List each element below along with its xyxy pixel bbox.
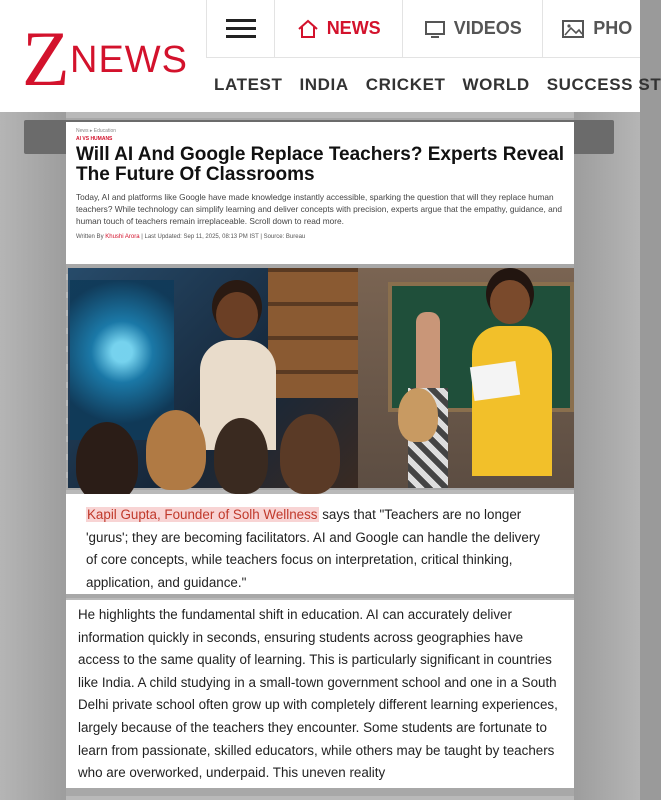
hero-image [68,268,574,488]
category-india[interactable]: INDIA [299,75,349,94]
paper-sheet [470,361,520,401]
category-world[interactable]: WORLD [462,75,530,94]
site-header [0,0,661,112]
hero-image-right [358,268,574,488]
nav-news[interactable] [274,0,402,58]
top-nav [206,0,640,58]
category-cricket[interactable]: CRICKET [365,75,446,94]
byline [76,234,564,240]
category-latest[interactable]: LATEST [214,75,283,94]
nav-videos[interactable] [402,0,542,58]
tv-icon [424,19,446,39]
logo-letter: Z [22,15,70,102]
nav-videos-label: VIDEOS [453,18,522,38]
bookshelf [268,268,358,398]
last-updated: | Last Updated: Sep 11, 2025, 08:13 PM IST | Source: Bureau [141,234,306,240]
breadcrumb[interactable]: News ▸ Education [76,128,117,134]
nav-photos-label: PHO [593,18,633,38]
hamburger-icon [226,19,256,39]
quote-attribution: Kapil Gupta, Founder of Solh Wellness [87,507,318,522]
article-tag[interactable]: AI VS HUMANS [76,136,113,142]
blurred-background-left [0,112,66,800]
znews-logo[interactable] [22,15,190,102]
logo-word: NEWS [70,39,188,81]
article-header-card [66,122,574,264]
quote-card [66,494,574,594]
byline-prefix: Written By [76,234,104,240]
quote-text: says that "Teachers are no longer 'gurus'; they are becoming facilitators. AI and Google can handle the delivery of core concepts, while teachers focus on interpretation, critical thinking, application, and guidance." [86,507,540,590]
author-link[interactable]: Khushi Arora [105,234,140,240]
photo-icon [561,19,585,39]
hero-image-left [68,268,358,488]
article-title: Will AI And Google Replace Teachers? Experts Reveal The Future Of Classrooms [76,144,564,185]
nav-photos[interactable] [542,0,640,58]
category-nav [206,58,661,112]
menu-button[interactable] [206,0,274,58]
home-icon [297,19,319,39]
category-success-stories[interactable]: SUCCESS ST [546,75,661,94]
blurred-background-right [574,112,640,800]
article-paragraph: He highlights the fundamental shift in education. AI can accurately deliver information quickly in seconds, ensuring students across geographies have access to the same quality of learning. This is particularly significant in countries like India. A child studying in a small-town government school and one in a South Delhi private school often grow up with completely different learning experiences, largely because of the teachers they encounter. Some students are fortunate to learn from passionate, skilled educators, while others may be taught by teachers who are overworked, underpaid. This uneven reality [66,600,574,788]
article-summary: Today, AI and platforms like Google have made knowledge instantly accessible, sparking the question that will they replace human teachers? While technology can simplify learning and deliver concepts with precision, experts argue that the empathy, guidance, and human touch of teachers remain irreplaceable. Scroll down to read more. [76,192,562,226]
nav-news-label: NEWS [326,18,381,38]
